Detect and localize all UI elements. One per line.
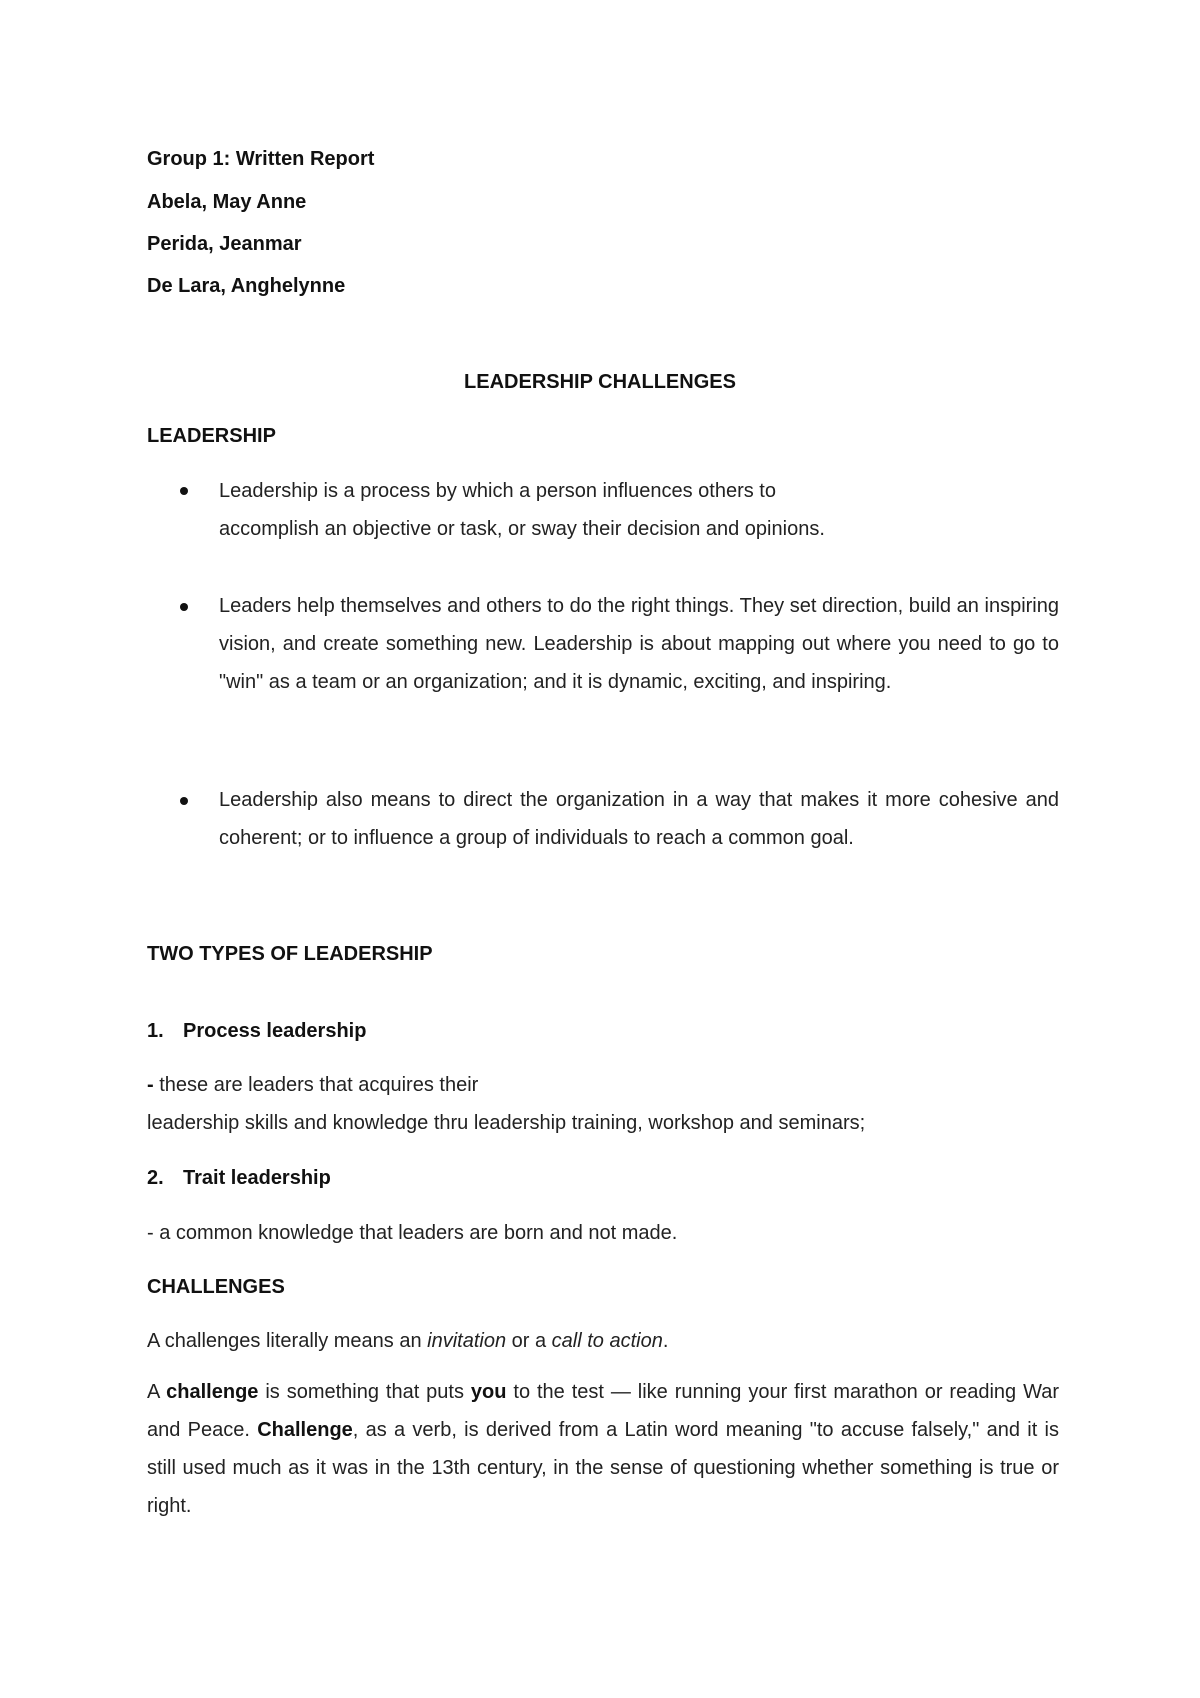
section-heading-types: TWO TYPES OF LEADERSHIP [147,943,433,965]
author-name: Abela, May Anne [147,191,307,213]
para-bold: challenge [166,1381,259,1403]
challenges-intro [147,1329,668,1353]
author-name: Perida, Jeanmar [147,233,302,255]
report-title: Group 1: Written Report [147,148,375,170]
description-text: these are leaders that acquires their [153,1074,479,1096]
intro-text: A challenges literally means an [147,1330,428,1352]
item-description: - a common knowledge that leaders are born and not made. [147,1222,678,1244]
bullet-text [219,472,1059,548]
bullet-marker [180,797,188,805]
para-text: , as a verb, is derived from a Latin word meaning "to accuse falsely," and it is still used much as it was in the 13th century, in the sense of questioning whether something is true or right. [147,1419,1059,1517]
author-name: De Lara, Anghelynne [147,275,346,297]
para-text: A [147,1381,167,1403]
bullet-marker [180,487,188,495]
list-number: 2. [147,1167,164,1189]
bullet-line: accomplish an objective or task, or sway their decision and opinions. [219,518,825,540]
section-heading-challenges: CHALLENGES [147,1276,285,1298]
main-title: LEADERSHIP CHALLENGES [464,371,736,393]
list-title: Trait leadership [183,1167,331,1189]
item-description [147,1073,478,1097]
dash-marker: - [147,1074,154,1096]
challenges-paragraph [147,1373,1059,1525]
intro-text: . [662,1330,669,1352]
list-number: 1. [147,1020,164,1042]
intro-text: or a [506,1330,552,1352]
bullet-line: Leadership is a process by which a person influences others to [219,480,776,502]
para-bold: you [470,1381,507,1403]
intro-emphasis: invitation [427,1330,507,1352]
bullet-text: Leadership also means to direct the organization in a way that makes it more cohesive and coherent; or to influence a group of individuals to reach a common goal. [219,789,1059,849]
para-text: to the test — like running your first marathon or reading War and Peace. [147,1381,1059,1441]
intro-emphasis: call to action [551,1330,663,1352]
bullet-marker [180,603,188,611]
para-bold: Challenge [257,1419,353,1441]
section-heading-leadership: LEADERSHIP [147,425,276,447]
para-text: is something that puts [258,1381,471,1403]
bullet-text: Leaders help themselves and others to do the right things. They set direction, build an inspiring vision, and create something new. Leadership is about mapping out where you need to go to "win" as a team or an organization; and it is dynamic, exciting, and inspiring. [219,595,1059,693]
list-title: Process leadership [183,1020,367,1042]
item-description: leadership skills and knowledge thru leadership training, workshop and seminars; [147,1112,866,1134]
